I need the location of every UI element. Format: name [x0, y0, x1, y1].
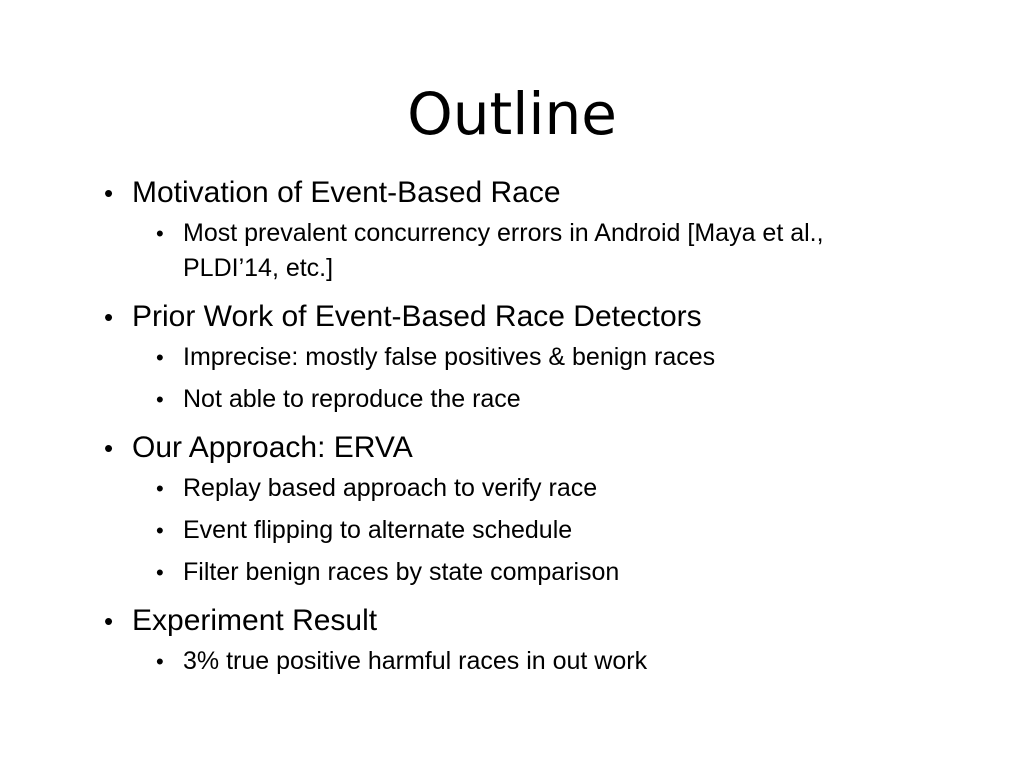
- sub-bullet-list: [156, 216, 904, 286]
- bullet-icon: •: [156, 649, 164, 674]
- sub-bullet-list: [156, 340, 904, 417]
- bullet-icon: •: [156, 387, 164, 412]
- sub-bullet-item: [156, 340, 883, 375]
- sub-bullet-item: [156, 471, 883, 506]
- sub-bullet-item: [156, 216, 883, 286]
- sub-bullet-item: [156, 513, 883, 548]
- sub-bullet-text: Filter benign races by state comparison: [183, 558, 620, 586]
- bullet-item: [104, 172, 904, 286]
- slide-title: Outline: [407, 80, 617, 148]
- sub-bullet-list: [156, 471, 904, 590]
- sub-bullet-text: Not able to reproduce the race: [183, 385, 521, 413]
- bullet-icon: •: [156, 345, 164, 370]
- bullet-icon: •: [156, 560, 164, 585]
- sub-bullet-text: Most prevalent concurrency errors in Android [Maya et al., PLDI’14, etc.]: [183, 219, 824, 282]
- sub-bullet-item: [156, 555, 883, 590]
- sub-bullet-text: Imprecise: mostly false positives & benign races: [183, 343, 716, 371]
- bullet-icon: •: [156, 518, 164, 543]
- bullet-icon: •: [104, 433, 114, 463]
- bullet-text: Experiment Result: [132, 604, 378, 637]
- bullet-icon: •: [156, 221, 164, 246]
- bullet-item: [104, 600, 904, 679]
- bullet-text: Motivation of Event-Based Race: [132, 176, 561, 209]
- sub-bullet-item: [156, 644, 883, 679]
- bullet-list: [104, 172, 904, 689]
- bullet-item: [104, 427, 904, 590]
- sub-bullet-text: Event flipping to alternate schedule: [183, 516, 573, 544]
- bullet-icon: •: [104, 302, 114, 332]
- bullet-item: [104, 296, 904, 417]
- bullet-icon: •: [156, 476, 164, 501]
- sub-bullet-text: 3% true positive harmful races in out work: [183, 647, 648, 675]
- bullet-icon: •: [104, 606, 114, 636]
- bullet-icon: •: [104, 178, 114, 208]
- bullet-text: Our Approach: ERVA: [132, 431, 413, 464]
- sub-bullet-item: [156, 382, 883, 417]
- sub-bullet-list: [156, 644, 904, 679]
- bullet-text: Prior Work of Event-Based Race Detectors: [132, 300, 702, 333]
- sub-bullet-text: Replay based approach to verify race: [183, 474, 598, 502]
